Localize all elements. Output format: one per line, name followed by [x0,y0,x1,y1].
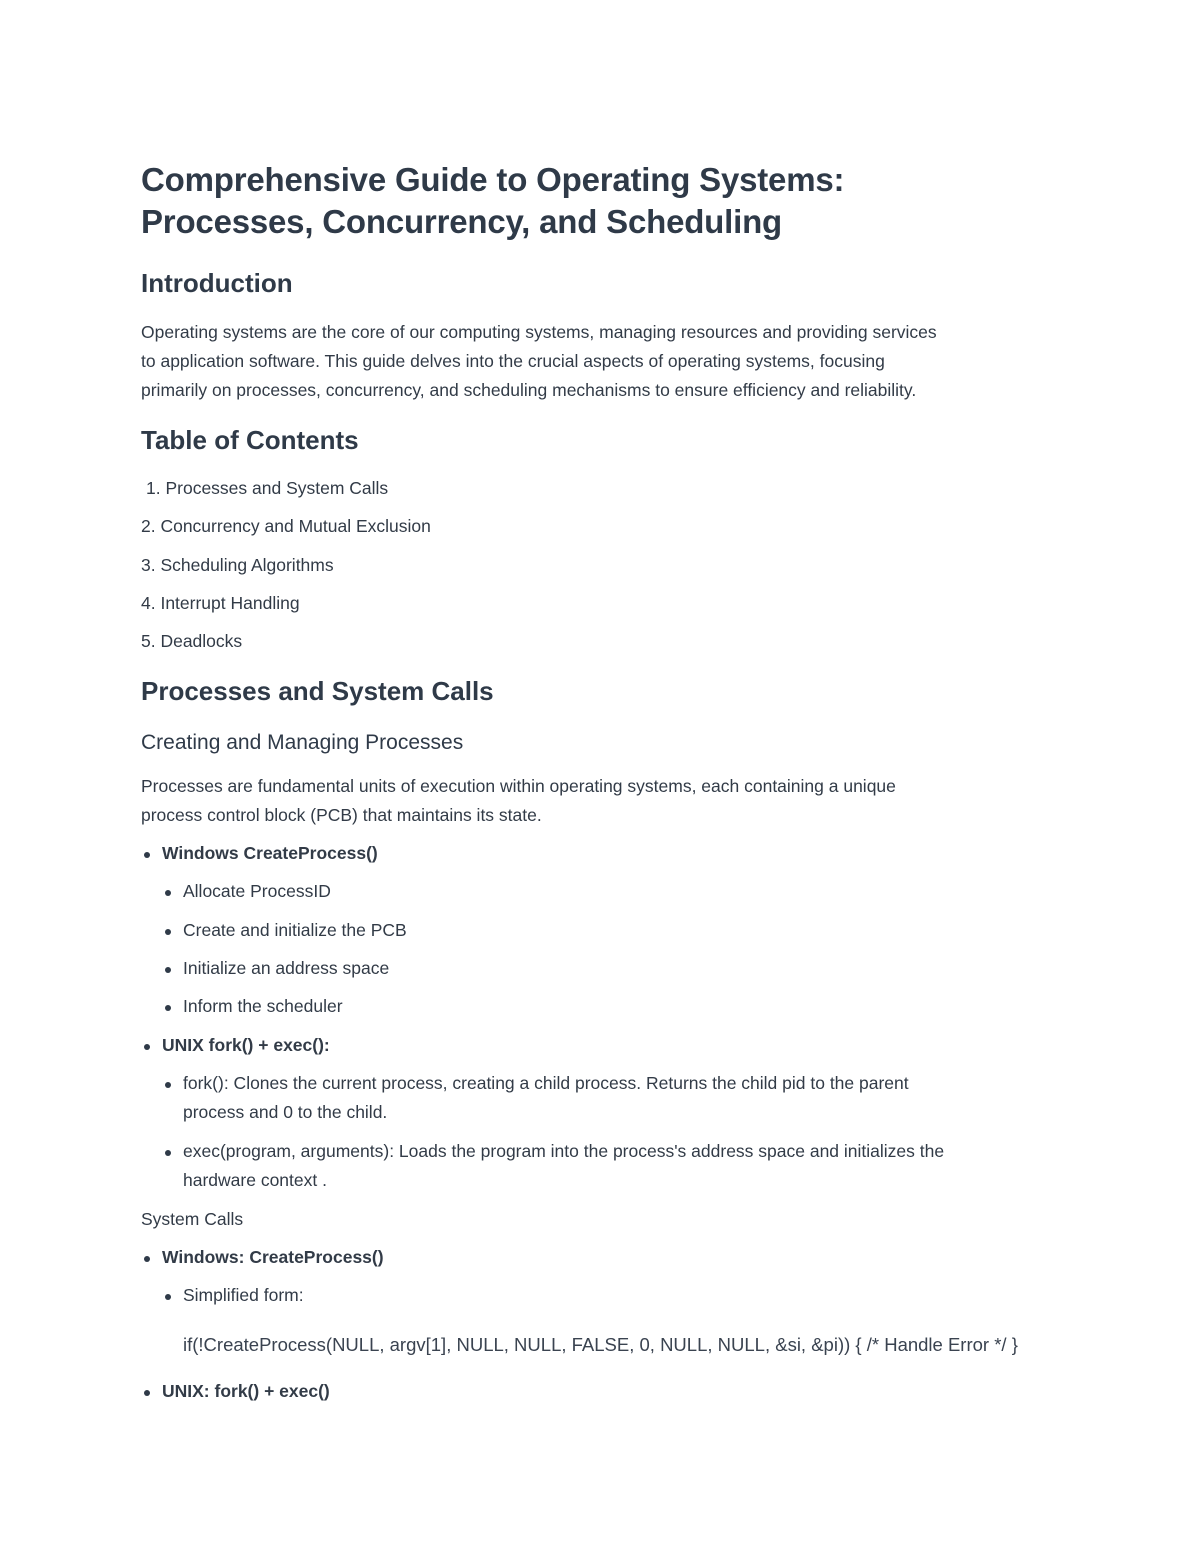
exec-description-line: hardware context . [183,1170,327,1190]
bullet-icon [165,967,171,973]
bullet-icon [144,852,150,858]
creating-processes-subheading: Creating and Managing Processes [141,731,464,754]
windows-step-item: Allocate ProcessID [183,881,331,901]
toc-item[interactable]: 1. Processes and System Calls [146,478,389,498]
toc-item[interactable]: 4. Interrupt Handling [141,593,300,613]
bullet-icon [165,1150,171,1156]
processes-paragraph-line: Processes are fundamental units of execution within operating systems, each containing a unique [141,776,896,796]
bullet-icon [144,1390,150,1396]
introduction-heading: Introduction [141,268,293,298]
fork-description-line: fork(): Clones the current process, creating a child process. Returns the child pid to the parent [183,1073,909,1093]
introduction-paragraph-line: Operating systems are the core of our computing systems, managing resources and providing services [141,322,937,342]
introduction-paragraph-line: primarily on processes, concurrency, and scheduling mechanisms to ensure efficiency and reliability. [141,380,917,400]
bullet-icon [144,1044,150,1050]
processes-section-heading: Processes and System Calls [141,676,494,706]
toc-item[interactable]: 5. Deadlocks [141,631,243,651]
unix-system-call-label: UNIX: fork() + exec() [162,1381,330,1401]
bullet-icon [165,929,171,935]
windows-createprocess-label: Windows CreateProcess() [162,843,378,863]
bullet-icon [165,1082,171,1088]
document-title-line-1: Comprehensive Guide to Operating Systems: [141,161,845,198]
createprocess-code-snippet: if(!CreateProcess(NULL, argv[1], NULL, NULL, FALSE, 0, NULL, NULL, &si, &pi)) { /* Handle Error */ } [183,1334,1018,1355]
simplified-form-label: Simplified form: [183,1285,304,1305]
fork-description-line: process and 0 to the child. [183,1102,388,1122]
windows-step-item: Inform the scheduler [183,996,343,1016]
exec-description-line: exec(program, arguments): Loads the program into the process's address space and initializes the [183,1141,945,1161]
processes-paragraph-line: process control block (PCB) that maintains its state. [141,805,542,825]
windows-system-call-label: Windows: CreateProcess() [162,1247,384,1267]
windows-step-item: Create and initialize the PCB [183,920,407,940]
bullet-icon [144,1256,150,1262]
bullet-icon [165,1005,171,1011]
system-calls-label: System Calls [141,1209,244,1229]
unix-fork-exec-label: UNIX fork() + exec(): [162,1035,330,1055]
introduction-paragraph-line: to application software. This guide delves into the crucial aspects of operating systems, focusing [141,351,885,371]
toc-heading: Table of Contents [141,425,359,455]
toc-item[interactable]: 3. Scheduling Algorithms [141,555,334,575]
toc-item[interactable]: 2. Concurrency and Mutual Exclusion [141,516,431,536]
bullet-icon [165,1294,171,1300]
document-title-line-2: Processes, Concurrency, and Scheduling [141,203,782,240]
windows-step-item: Initialize an address space [183,958,390,978]
bullet-icon [165,890,171,896]
